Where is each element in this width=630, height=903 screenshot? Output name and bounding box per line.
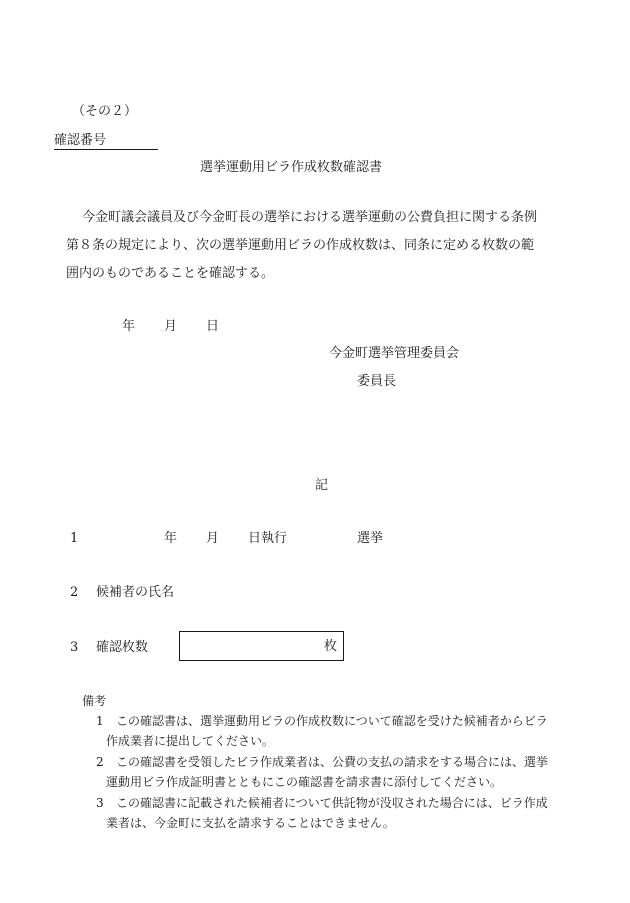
note-3-line-2: 業者は、今金町に支払を請求することはできません。 bbox=[106, 816, 395, 830]
item-1-year-label: 年 bbox=[164, 531, 178, 546]
note-2-line-2: 運動用ビラ作成証明書とともにこの確認書を請求書に添付してください。 bbox=[106, 775, 503, 789]
note-1-line-2: 作成業者に提出してください。 bbox=[106, 734, 275, 748]
confirmation-number-label: 確認番号 bbox=[54, 133, 107, 148]
item-3-number: 3 bbox=[70, 640, 79, 655]
item-1-election-label: 選挙 bbox=[357, 531, 384, 546]
confirmed-count-label: 確認枚数 bbox=[96, 640, 149, 655]
count-unit-label: 枚 bbox=[323, 639, 337, 654]
document-title: 選挙運動用ビラ作成枚数確認書 bbox=[200, 160, 383, 175]
body-text-line-1: 今金町議会議員及び今金町長の選挙における選挙運動の公費負担に関する条例 bbox=[82, 210, 538, 225]
confirmation-number-blank bbox=[106, 136, 158, 150]
note-1-line-1: この確認書は、選挙運動用ビラの作成枚数について確認を受けた候補者からビラ bbox=[116, 714, 548, 728]
note-3-line-1: この確認書に記載された候補者について供託物が没収された場合には、ビラ作成 bbox=[116, 796, 548, 810]
confirmation-number bbox=[54, 133, 158, 150]
body-text-line-2: 第８条の規定により、次の選挙運動用ビラの作成枚数は、同条に定める枚数の範 bbox=[66, 238, 535, 253]
notes-title: 備考 bbox=[82, 694, 107, 708]
date-year-label: 年 bbox=[122, 319, 136, 334]
chairman-title: 委員長 bbox=[357, 374, 397, 389]
note-1-number: 1 bbox=[96, 714, 104, 728]
record-heading: 記 bbox=[315, 478, 329, 493]
committee-name: 今金町選挙管理委員会 bbox=[329, 346, 460, 361]
note-3-number: 3 bbox=[96, 796, 104, 810]
date-month-label: 月 bbox=[164, 319, 178, 334]
note-2-line-1: この確認書を受領したビラ作成業者は、公費の支払の請求をする場合には、選挙 bbox=[116, 755, 549, 769]
confirmed-count-box[interactable] bbox=[179, 631, 344, 661]
item-2-number: 2 bbox=[70, 585, 79, 600]
form-number-label: （その２） bbox=[72, 104, 138, 119]
note-2-number: 2 bbox=[96, 755, 104, 769]
candidate-name-label: 候補者の氏名 bbox=[96, 585, 175, 600]
item-1-day-label: 日執行 bbox=[248, 531, 288, 546]
date-day-label: 日 bbox=[206, 319, 220, 334]
body-text-line-3: 囲内のものであることを確認する。 bbox=[66, 266, 275, 281]
item-1-number: 1 bbox=[70, 531, 79, 546]
item-1-month-label: 月 bbox=[206, 531, 220, 546]
